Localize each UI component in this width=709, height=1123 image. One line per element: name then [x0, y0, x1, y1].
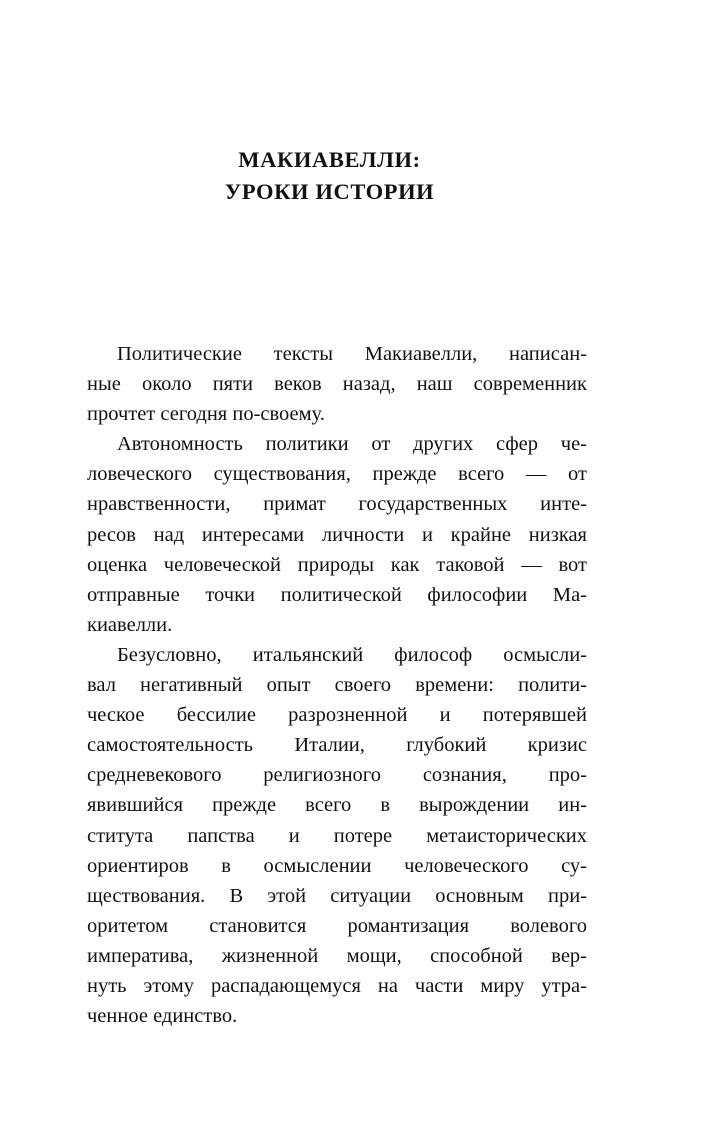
paragraph-line: явившийся прежде всего в вырождении ин-: [87, 794, 587, 817]
paragraph-line: ориентиров в осмыслении человеческого су-: [87, 854, 587, 877]
paragraph-line: прочтет сегодня по-своему.: [87, 403, 325, 426]
paragraph-line: самостоятельность Италии, глубокий кризис: [87, 734, 587, 757]
paragraph-line: средневекового религиозного сознания, про-: [87, 764, 587, 787]
paragraph-line: ные около пяти веков назад, наш современник: [87, 373, 587, 396]
paragraph-line: Безусловно, итальянский философ осмысли-: [117, 643, 587, 666]
paragraph-line: ловеческого существования, прежде всего — от: [87, 463, 587, 486]
paragraph-line: киавелли.: [87, 613, 173, 636]
paragraph-1: [87, 339, 587, 429]
paragraph-line: отправные точки политической философии Ма-: [87, 583, 587, 606]
paragraph-line: ститута папства и потере метаисторических: [87, 824, 587, 847]
paragraph-line: нравственности, примат государственных инте-: [87, 493, 587, 516]
chapter-title-line-2: УРОКИ ИСТОРИИ: [224, 179, 435, 204]
paragraph-line: вал негативный опыт своего времени: полити-: [87, 674, 587, 697]
paragraph-line: Политические тексты Макиавелли, написан-: [117, 343, 587, 365]
paragraph-line: императива, жизненной мощи, способной вер-: [87, 944, 587, 967]
paragraph-2: [87, 429, 587, 640]
chapter-body: [87, 339, 587, 1031]
paragraph-line: нуть этому распадающемуся на части миру утра-: [87, 974, 587, 997]
chapter-title: [0, 144, 659, 208]
paragraph-line: Автономность политики от других сфер че-: [117, 433, 587, 456]
paragraph-line: ченное единство.: [87, 1005, 238, 1028]
paragraph-line: ществования. В этой ситуации основным при-: [87, 884, 587, 907]
paragraph-line: оритетом становится романтизация волевого: [87, 914, 587, 937]
chapter-title-line-1: МАКИАВЕЛЛИ:: [238, 147, 421, 172]
paragraph-line: ческое бессилие разрозненной и потерявшей: [87, 704, 587, 727]
paragraph-line: оценка человеческой природы как таковой — вот: [87, 553, 587, 576]
paragraph-3: [87, 640, 587, 1031]
paragraph-line: ресов над интересами личности и крайне низкая: [87, 523, 587, 546]
